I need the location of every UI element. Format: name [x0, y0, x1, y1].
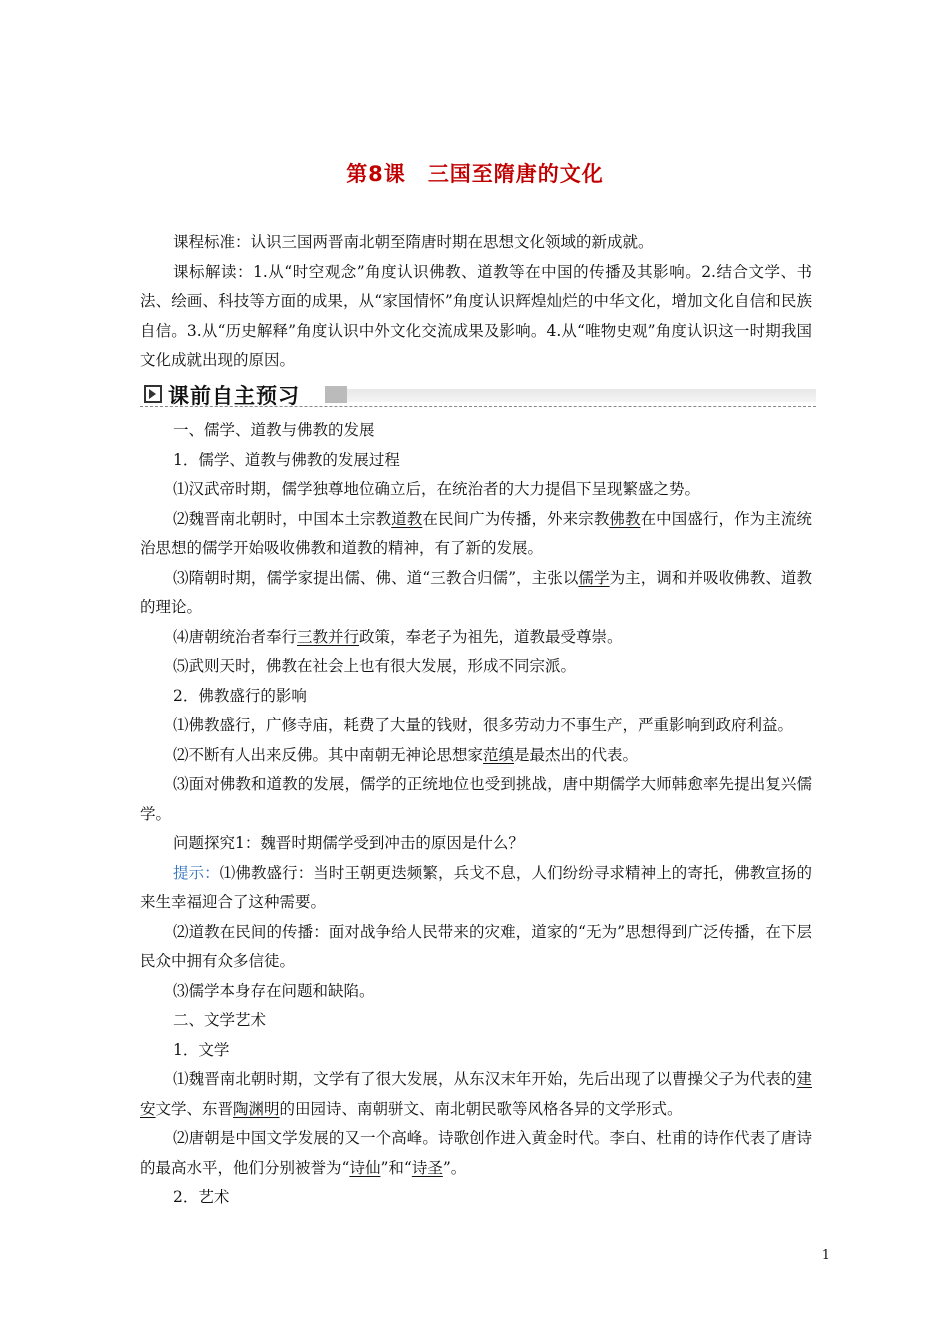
paragraph-10: ⑵唐朝是中国文学发展的又一个高峰。诗歌创作进入黄金时代。李白、杜甫的诗作代表了唐诗的最高水平，他们分别被誉为“诗仙”和“诗圣”。: [140, 1129, 812, 1177]
subheading-3: 1．文学: [173, 1040, 230, 1059]
subheading-2: 2．佛教盛行的影响: [173, 686, 307, 705]
answer-1: 提示：⑴佛教盛行：当时王朝更迭频繁，兵戈不息，人们纷纷寻求精神上的寄托，佛教宣扬的来生幸福迎合了这种需要。: [140, 863, 812, 911]
lesson-name: 三国至隋唐的文化: [427, 162, 604, 186]
underlined-term: 范缜: [483, 745, 515, 764]
section-header-label: 课前自主预习: [168, 384, 300, 408]
underlined-term: 佛教: [609, 509, 641, 528]
course-intro: [140, 228, 812, 376]
underlined-term: 建安: [140, 1070, 812, 1118]
paragraph-8: ⑶面对佛教和道教的发展，儒学的正统地位也受到挑战，唐中期儒学大师韩愈率先提出复兴儒学。: [140, 775, 812, 823]
paragraph-6: ⑴佛教盛行，广修寺庙，耗费了大量的钱财，很多劳动力不事生产，严重影响到政府利益。: [173, 716, 794, 734]
lesson-number: 第8课: [346, 162, 406, 186]
preview-content: [140, 416, 812, 1213]
page-number: 1: [821, 1248, 830, 1263]
paragraph-7: ⑵不断有人出来反佛。其中南朝无神论思想家范缜是最杰出的代表。: [173, 745, 639, 764]
section-header: [140, 380, 816, 410]
subheading-4: 2．艺术: [173, 1188, 230, 1206]
answer-2: ⑵道教在民间的传播：面对战争给人民带来的灾难，道家的“无为”思想得到广泛传播，在下层民众中拥有众多信徒。: [140, 922, 812, 970]
underlined-term: 儒学: [578, 568, 610, 587]
page-title: [0, 158, 950, 188]
subheading-1: 1．儒学、道教与佛教的发展过程: [173, 450, 400, 469]
underlined-term: 陶渊明: [233, 1099, 280, 1118]
underlined-term: 道教: [391, 509, 423, 528]
paragraph-1: ⑴汉武帝时期，儒学独尊地位确立后，在统治者的大力提倡下呈现繁盛之势。: [173, 480, 701, 498]
hint-label: 提示：: [173, 863, 220, 882]
paragraph-5: ⑸武则天时，佛教在社会上也有很大发展，形成不同宗派。: [173, 657, 577, 675]
header-decoration-band: [347, 389, 816, 402]
paragraph-4: ⑷唐朝统治者奉行三教并行政策，奉老子为祖先，道教最受尊崇。: [173, 627, 623, 646]
underlined-term: 诗圣: [411, 1158, 443, 1177]
paragraph-2: ⑵魏晋南北朝时，中国本土宗教道教在民间广为传播，外来宗教佛教在中国盛行，作为主流统治思想的儒学开始吸收佛教和道教的精神，有了新的发展。: [140, 509, 812, 557]
question-1: 问题探究1：魏晋时期儒学受到冲击的原因是什么？: [173, 834, 524, 852]
course-interpretation: 课标解读：1.从“时空观念”角度认识佛教、道教等在中国的传播及其影响。2.结合文学、书法、绘画、科技等方面的成果，从“家国情怀”角度认识辉煌灿烂的中华文化，增加文化自信和民族自信。3.从“历史解释”角度认识中外文化交流成果及影响。4.从“唯物史观”角度认识这一时期我国文化成就出现的原因。: [140, 262, 812, 369]
arrow-box-icon: [144, 385, 162, 403]
paragraph-3: ⑶隋朝时期，儒学家提出儒、佛、道“三教合归儒”，主张以儒学为主，调和并吸收佛教、道教的理论。: [140, 568, 812, 616]
underlined-term: 诗仙: [349, 1158, 381, 1177]
paragraph-9: ⑴魏晋南北朝时期，文学有了很大发展，从东汉末年开始，先后出现了以曹操父子为代表的建安文学、东晋陶渊明的田园诗、南朝骈文、南北朝民歌等风格各异的文学形式。: [140, 1070, 812, 1118]
answer-3: ⑶儒学本身存在问题和缺陷。: [173, 981, 375, 1000]
header-divider: [140, 406, 816, 407]
header-decoration-block: [325, 386, 347, 403]
course-standard: 课程标准：认识三国两晋南北朝至隋唐时期在思想文化领域的新成就。: [173, 233, 654, 251]
heading-1: 一、儒学、道教与佛教的发展: [173, 421, 375, 439]
underlined-term: 三教并行: [297, 627, 360, 646]
heading-2: 二、文学艺术: [173, 1011, 267, 1029]
